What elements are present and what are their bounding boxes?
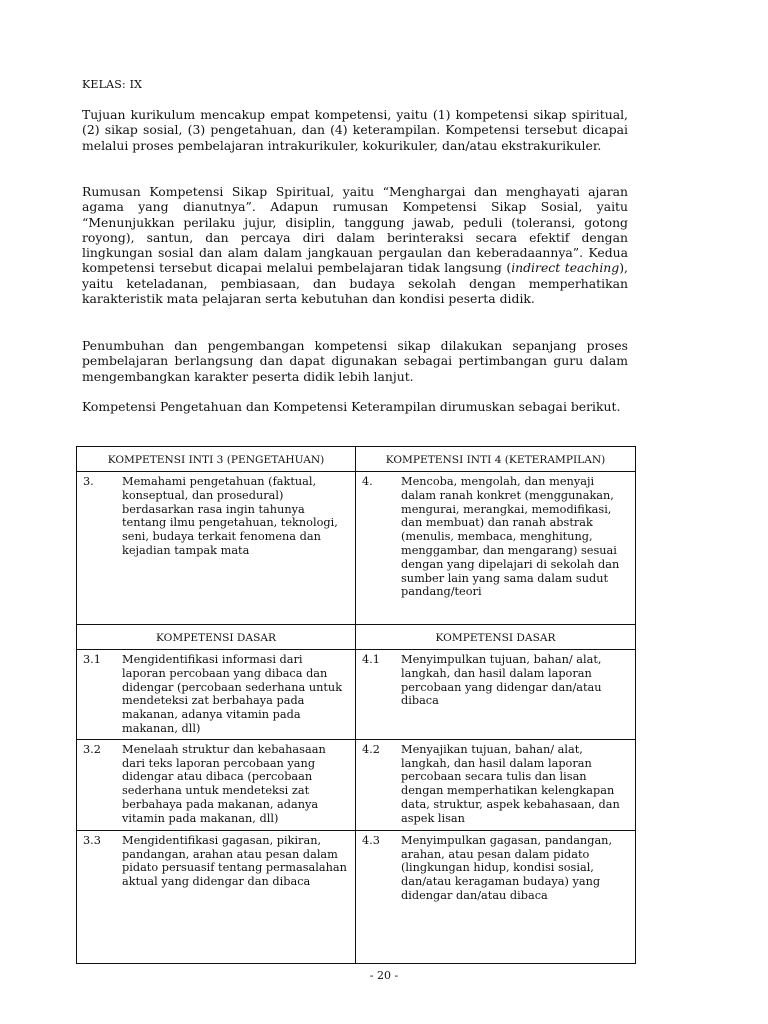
table-row	[77, 650, 636, 740]
item-text: Memahami pengetahuan (faktual, konseptual, dan prosedural) berdasarkan rasa ingin tahunya tentang ilmu pengetahuan, teknologi, seni, budaya terkait fenomena dan kejadian tampak mata	[122, 475, 338, 557]
paragraph-curriculum-goals: Tujuan kurikulum mencakup empat kompetensi, yaitu (1) kompetensi sikap spiritual, (2) sikap sosial, (3) pengetahuan, dan (4) keterampilan. Kompetensi tersebut dicapai melalui proses pembelajaran intrakurikuler, kokurikuler, dan/atau ekstrakurikuler.	[82, 107, 628, 153]
ki4-cell	[356, 472, 636, 625]
item-text: Menyajikan tujuan, bahan/ alat, langkah, dan hasil dalam laporan percobaan secara tulis dan lisan dengan memperhatikan kelengkapan data, struktur, aspek kebahasaan, dan aspek lisan	[401, 742, 620, 825]
item-number: 3.2	[83, 742, 101, 756]
item-text: Mencoba, mengolah, dan menyaji dalam ranah konkret (menggunakan, mengurai, merangkai, memodifikasi, dan membuat) dan ranah abstrak (menulis, membaca, menghitung, menggambar, dan mengarang) sesuai dengan yang dipelajari di sekolah dan sumber lain yang sama dalam sudut pandang/teori	[401, 475, 620, 599]
item-text: Menelaah struktur dan kebahasaan dari teks laporan percobaan yang didengar atau dibaca (percobaan sederhana untuk mendeteksi zat berbahaya pada makanan, adanya vitamin pada makanan, dll)	[122, 742, 326, 825]
page-number: - 20 -	[369, 969, 399, 982]
item-number: 4.2	[362, 742, 380, 756]
kd-cell	[356, 739, 636, 830]
table-row	[77, 739, 636, 830]
class-label: KELAS: IX	[82, 78, 143, 91]
kd-cell	[77, 650, 356, 740]
kd-header-right: KOMPETENSI DASAR	[356, 625, 636, 650]
item-number: 4.	[362, 475, 373, 488]
kd-cell	[77, 830, 356, 963]
ki3-header: KOMPETENSI INTI 3 (PENGETAHUAN)	[77, 447, 356, 472]
item-text: Mengidentifikasi informasi dari laporan percobaan yang dibaca dan didengar (percobaan sederhana untuk mendeteksi zat berbahaya pada makanan, adanya vitamin pada makanan, dll)	[122, 653, 343, 735]
kd-cell	[356, 650, 636, 740]
table-row	[77, 472, 636, 625]
table-row	[77, 830, 636, 963]
item-number: 3.1	[83, 653, 101, 666]
item-number: 4.3	[362, 833, 380, 847]
table-header-row	[77, 447, 636, 472]
kd-cell	[77, 739, 356, 830]
table-header-row	[77, 625, 636, 650]
paragraph-table-intro: Kompetensi Pengetahuan dan Kompetensi Keterampilan dirumuskan sebagai berikut.	[82, 399, 621, 414]
item-text: Mengidentifikasi gagasan, pikiran, pandangan, arahan atau pesan dalam pidato persuasif tentang permasalahan aktual yang didengar dan dibaca	[122, 833, 347, 889]
paragraph-text: ), yaitu keteladanan, pembiasaan, dan budaya sekolah dengan memperhatikan karakteristik mata pelajaran serta kebutuhan dan kondisi peserta didik.	[82, 260, 628, 307]
kd-header-left: KOMPETENSI DASAR	[77, 625, 356, 650]
paragraph-attitude-development: Penumbuhan dan pengembangan kompetensi sikap dilakukan sepanjang proses pembelajaran berlangsung dan dapat digunakan sebagai pertimbangan guru dalam mengembangkan karakter peserta didik lebih lanjut.	[82, 338, 628, 384]
kd-cell	[356, 830, 636, 963]
item-text: Menyimpulkan tujuan, bahan/ alat, langkah, dan hasil dalam laporan percobaan yang didengar dan/atau dibaca	[401, 653, 602, 708]
item-number: 4.1	[362, 653, 380, 666]
item-number: 3.3	[83, 833, 101, 847]
ki3-cell	[77, 472, 356, 625]
ki4-header: KOMPETENSI INTI 4 (KETERAMPILAN)	[356, 447, 636, 472]
italic-term: indirect teaching	[511, 260, 620, 276]
item-number: 3.	[83, 475, 94, 488]
paragraph-text: Rumusan Kompetensi Sikap Spiritual, yaitu “Menghargai dan menghayati ajaran agama yang dianutnya”. Adapun rumusan Kompetensi Sikap Sosial, yaitu “Menunjukkan perilaku jujur, disiplin, tanggung jawab, peduli (toleransi, gotong royong), santun, dan percaya diri dalam berinteraksi secara efektif dengan lingkungan sosial dan alam dalam jangkauan pergaulan dan keberadaannya”. Kedua kompetensi tersebut dicapai melalui pembelajaran tidak langsung (	[82, 184, 628, 276]
paragraph-attitude-competencies	[82, 184, 628, 306]
item-text: Menyimpulkan gagasan, pandangan, arahan, atau pesan dalam pidato (lingkungan hidup, kondisi sosial, dan/atau keragaman budaya) yang didengar dan/atau dibaca	[401, 833, 613, 902]
competency-table	[76, 446, 636, 964]
